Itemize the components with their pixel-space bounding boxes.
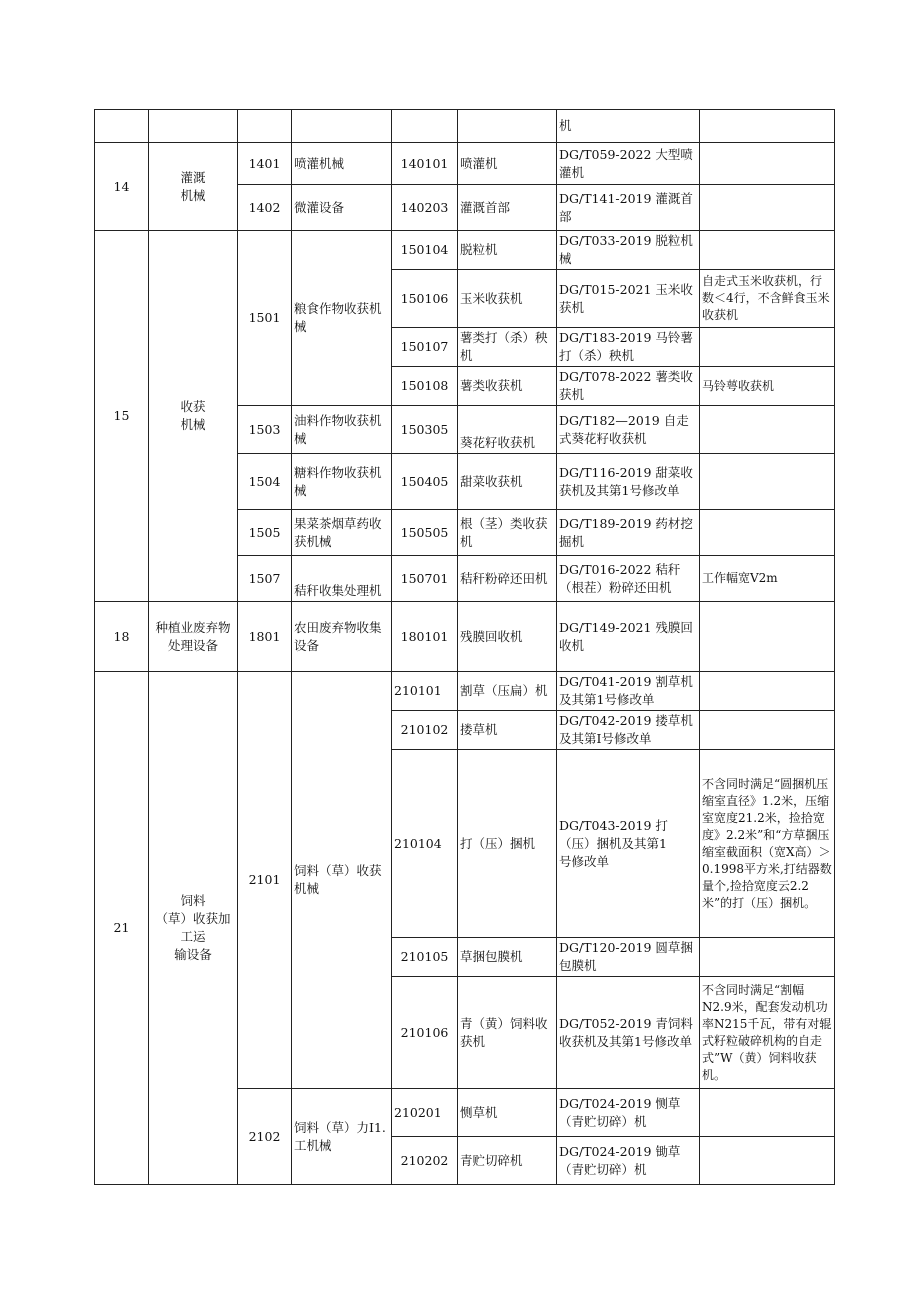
remark-cell: 不含同时满足“割幅N2.9米，配套发动机功率N215千瓦，带有对辊式籽粒破碎机构的自走式”W（黄）饲料收获机。: [700, 977, 835, 1089]
item-code-cell: 150107: [392, 328, 458, 367]
subclass-name-cell: 饲料（草）收获机械: [292, 672, 392, 1089]
standard-cell: 机: [557, 110, 700, 143]
category-no-cell: 18: [95, 602, 149, 672]
category-name-cell: 收获 机械: [149, 231, 238, 602]
item-code-cell: 140101: [392, 143, 458, 185]
item-code-cell: 150106: [392, 270, 458, 328]
item-name-cell: 恻草机: [458, 1089, 557, 1137]
item-code-cell: 150505: [392, 510, 458, 556]
remark-cell: [700, 938, 835, 977]
subclass-name-cell: 糖料作物收获机械: [292, 454, 392, 510]
subclass-code-cell: 1501: [238, 231, 292, 406]
item-code-cell: 210105: [392, 938, 458, 977]
subclass-name-cell: 微灌设备: [292, 185, 392, 231]
category-no-cell: [95, 110, 149, 143]
remark-cell: 马铃萼收获机: [700, 367, 835, 406]
subclass-code-cell: 1801: [238, 602, 292, 672]
table-row: [95, 602, 835, 672]
table-row: [95, 672, 835, 711]
standard-cell: DG/T041-2019 割草机及其第1号修改单: [557, 672, 700, 711]
subclass-name-cell: 粮食作物收获机械: [292, 231, 392, 406]
remark-cell: [700, 1137, 835, 1185]
table-row: [95, 143, 835, 185]
standard-cell: DG/T149-2021 残膜回收机: [557, 602, 700, 672]
remark-cell: [700, 110, 835, 143]
subclass-name-cell: 喷灌机械: [292, 143, 392, 185]
item-name-cell: 脱粒机: [458, 231, 557, 270]
subclass-name-cell: 果菜茶烟草药收获机械: [292, 510, 392, 556]
item-name-cell: 割草（压扁）机: [458, 672, 557, 711]
item-name-cell: 灌溉首部: [458, 185, 557, 231]
standard-cell: DG/T141-2019 灌溉首部: [557, 185, 700, 231]
remark-cell: [700, 672, 835, 711]
item-code-cell: 210202: [392, 1137, 458, 1185]
subclass-code-cell: 1503: [238, 406, 292, 454]
standard-cell: DG/T024-2019 恻草（青贮切碎）机: [557, 1089, 700, 1137]
subclass-code-cell: 1504: [238, 454, 292, 510]
category-name-cell: 灌溉 机械: [149, 143, 238, 231]
item-code-cell: 210201: [392, 1089, 458, 1137]
standard-cell: DG/T182—2019 自走式葵花籽收获机: [557, 406, 700, 454]
item-name-cell: 薯类打（杀）秧机: [458, 328, 557, 367]
item-name-cell: 草捆包膜机: [458, 938, 557, 977]
item-code-cell: 210106: [392, 977, 458, 1089]
item-code-cell: 150701: [392, 556, 458, 602]
category-no-cell: 14: [95, 143, 149, 231]
standard-cell: DG/T059-2022 大型喷灌机: [557, 143, 700, 185]
subclass-code-cell: 1401: [238, 143, 292, 185]
standard-cell: DG/T016-2022 秸秆（根茬）粉碎还田机: [557, 556, 700, 602]
machinery-standards-table: [94, 109, 835, 1185]
item-code-cell: 150305: [392, 406, 458, 454]
remark-cell: [700, 602, 835, 672]
standard-cell: DG/T183-2019 马铃薯打（杀）秧机: [557, 328, 700, 367]
standard-cell: DG/T120-2019 圆草捆包膜机: [557, 938, 700, 977]
remark-cell: [700, 185, 835, 231]
category-name-cell: 种植业废弃物处理设备: [149, 602, 238, 672]
item-name-cell: 青贮切碎机: [458, 1137, 557, 1185]
item-name-cell: [458, 110, 557, 143]
table-row: [95, 231, 835, 270]
item-name-cell: 残膜回收机: [458, 602, 557, 672]
category-name-cell: [149, 110, 238, 143]
item-name-cell: 葵花籽收获机: [458, 406, 557, 454]
subclass-name-cell: 秸秆收集处理机: [292, 556, 392, 602]
remark-cell: [700, 1089, 835, 1137]
remark-cell: [700, 143, 835, 185]
item-code-cell: 210104: [392, 750, 458, 938]
standard-cell: DG/T078-2022 薯类收获机: [557, 367, 700, 406]
subclass-code-cell: 1505: [238, 510, 292, 556]
subclass-name-cell: [292, 110, 392, 143]
standard-cell: DG/T015-2021 玉米收获机: [557, 270, 700, 328]
category-no-cell: 15: [95, 231, 149, 602]
standard-cell: DG/T189-2019 药材挖掘机: [557, 510, 700, 556]
subclass-code-cell: 2101: [238, 672, 292, 1089]
item-name-cell: 打（压）捆机: [458, 750, 557, 938]
remark-cell: [700, 454, 835, 510]
item-name-cell: 青（黄）饲料收获机: [458, 977, 557, 1089]
item-name-cell: 秸秆粉碎还田机: [458, 556, 557, 602]
remark-cell: 自走式玉米收获机，行数＜4行，不含鲜食玉米收获机: [700, 270, 835, 328]
subclass-name-cell: 饲料（草）力I1.工机械: [292, 1089, 392, 1185]
remark-cell: [700, 328, 835, 367]
item-name-cell: 甜菜收获机: [458, 454, 557, 510]
standard-cell: DG/T033-2019 脱粒机械: [557, 231, 700, 270]
item-name-cell: 玉米收获机: [458, 270, 557, 328]
standard-cell: DG/T043-2019 打（压）捆机及其第1 号修改单: [557, 750, 700, 938]
subclass-name-cell: 农田废弃物收集设备: [292, 602, 392, 672]
standard-cell: DG/T024-2019 锄草（青贮切碎）机: [557, 1137, 700, 1185]
standard-cell: DG/T042-2019 搂草机及其第I号修改单: [557, 711, 700, 750]
subclass-name-cell: 油料作物收获机械: [292, 406, 392, 454]
category-name-cell: 饲料 （草）收获加 工运 输设备: [149, 672, 238, 1185]
remark-cell: 不含同时满足“圆捆机压缩室直径》1.2米，压缩室宽度21.2米，捡拾宽度》2.2米”和“方草捆压缩室截面积（宽X高）＞0.1998平方米,打结器数量个,捡拾宽度云2.2米”的打（压）捆机。: [700, 750, 835, 938]
category-no-cell: 21: [95, 672, 149, 1185]
item-name-cell: 薯类收获机: [458, 367, 557, 406]
standard-cell: DG/T052-2019 青饲料收获机及其第1号修改单: [557, 977, 700, 1089]
remark-cell: [700, 231, 835, 270]
item-name-cell: 喷灌机: [458, 143, 557, 185]
item-code-cell: 150108: [392, 367, 458, 406]
remark-cell: [700, 711, 835, 750]
item-code-cell: 180101: [392, 602, 458, 672]
remark-cell: 工作幅宽V2m: [700, 556, 835, 602]
standard-cell: DG/T116-2019 甜菜收获机及其第1号修改单: [557, 454, 700, 510]
subclass-code-cell: 2102: [238, 1089, 292, 1185]
subclass-code-cell: 1402: [238, 185, 292, 231]
item-code-cell: 210102: [392, 711, 458, 750]
table-row: [95, 110, 835, 143]
item-name-cell: 根（茎）类收获机: [458, 510, 557, 556]
item-code-cell: 140203: [392, 185, 458, 231]
item-code-cell: 150104: [392, 231, 458, 270]
remark-cell: [700, 510, 835, 556]
item-name-cell: 搂草机: [458, 711, 557, 750]
remark-cell: [700, 406, 835, 454]
subclass-code-cell: [238, 110, 292, 143]
item-code-cell: 210101: [392, 672, 458, 711]
item-code-cell: 150405: [392, 454, 458, 510]
item-code-cell: [392, 110, 458, 143]
subclass-code-cell: 1507: [238, 556, 292, 602]
